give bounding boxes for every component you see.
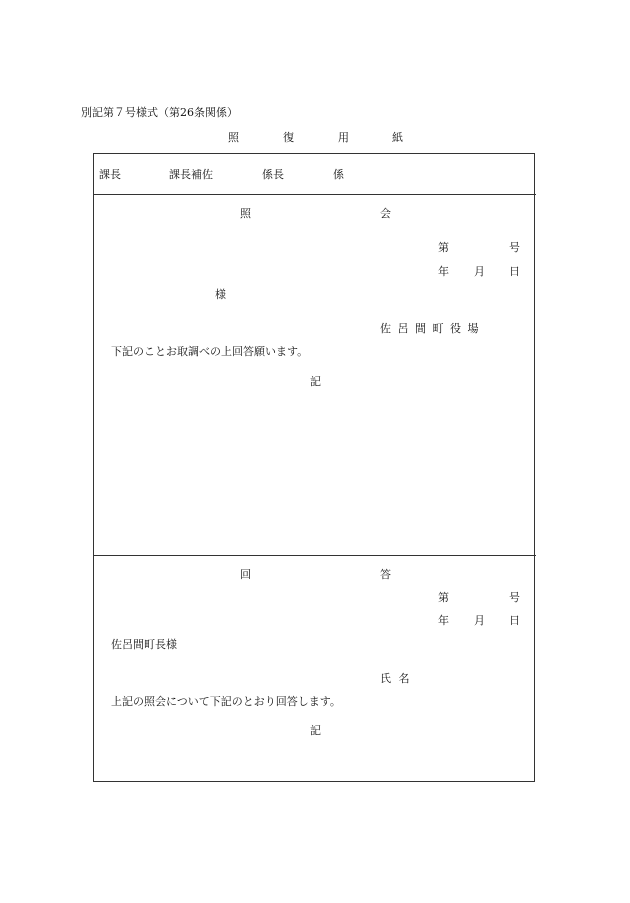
form-label: 別記第７号様式（第26条関係） bbox=[81, 106, 238, 119]
reply-body: 上記の照会について下記のとおり回答します。 bbox=[111, 695, 341, 708]
inquiry-date-year: 年 bbox=[438, 265, 449, 278]
inquiry-heading-1: 照 bbox=[240, 207, 251, 220]
reply-addressee: 佐呂間町長様 bbox=[111, 638, 177, 651]
inquiry-ki: 記 bbox=[310, 375, 321, 388]
inquiry-heading-2: 会 bbox=[380, 207, 391, 220]
title-char-1: 照 bbox=[228, 131, 239, 144]
inquiry-number-go: 号 bbox=[509, 241, 520, 254]
approval-kacho: 課長 bbox=[99, 168, 121, 181]
reply-name-label: 氏 名 bbox=[380, 672, 410, 685]
inquiry-body: 下記のことお取調べの上回答願います。 bbox=[111, 345, 309, 358]
reply-ki: 記 bbox=[310, 724, 321, 737]
inquiry-date-day: 日 bbox=[509, 265, 520, 278]
title-char-4: 紙 bbox=[392, 131, 403, 144]
reply-heading-2: 答 bbox=[380, 568, 391, 581]
reply-date-month: 月 bbox=[474, 614, 485, 627]
approval-divider bbox=[93, 194, 536, 195]
reply-number-go: 号 bbox=[509, 591, 520, 604]
reply-date-year: 年 bbox=[438, 614, 449, 627]
reply-date-day: 日 bbox=[509, 614, 520, 627]
inquiry-sender: 佐 呂 間 町 役 場 bbox=[380, 322, 479, 335]
title-char-2: 復 bbox=[283, 131, 294, 144]
inquiry-number-dai: 第 bbox=[438, 241, 449, 254]
approval-kacho-hosa: 課長補佐 bbox=[169, 168, 213, 181]
inquiry-date-month: 月 bbox=[474, 265, 485, 278]
reply-number-dai: 第 bbox=[438, 591, 449, 604]
approval-kakaricho: 係長 bbox=[262, 168, 284, 181]
approval-kakari: 係 bbox=[333, 168, 344, 181]
reply-heading-1: 回 bbox=[240, 568, 251, 581]
inquiry-addressee-suffix: 様 bbox=[215, 288, 226, 301]
title-char-3: 用 bbox=[338, 131, 349, 144]
form-frame bbox=[93, 153, 535, 782]
section-divider bbox=[93, 555, 536, 556]
